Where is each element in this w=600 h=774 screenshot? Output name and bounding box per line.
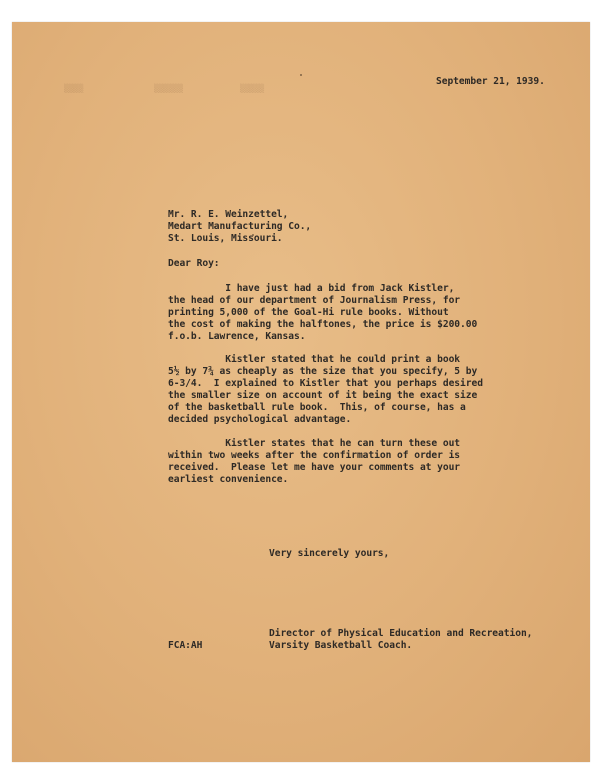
signature-title-line-2: Varsity Basketball Coach.: [269, 640, 413, 651]
paragraph-2-line-5: of the basketball rule book. This, of course, has a: [168, 402, 466, 413]
paragraph-1-line-1: I have just had a bid from Jack Kistler,: [168, 283, 455, 294]
paragraph-2-line-4: the smaller size on account of it being the exact size: [168, 390, 478, 401]
salutation: Dear Roy:: [168, 258, 220, 269]
bleed-through-mark: ▒▒▒▒▒: [240, 84, 265, 93]
paragraph-2-line-3: 6-3/4. I explained to Kistler that you perhaps desired: [168, 378, 483, 389]
paragraph-2-line-6: decided psychological advantage.: [168, 414, 352, 425]
paragraph-3-line-2: within two weeks after the confirmation of order is: [168, 450, 461, 461]
recipient-company: Medart Manufacturing Co.,: [168, 221, 312, 232]
paragraph-2-line-1: Kistler stated that he could print a book: [168, 354, 461, 365]
recipient-name: Mr. R. E. Weinzettel,: [168, 209, 289, 220]
paragraph-3-line-1: Kistler states that he can turn these out: [168, 438, 461, 449]
bleed-through-mark: ▒▒▒▒▒▒: [154, 84, 183, 93]
paragraph-3-line-3: received. Please let me have your comments at your: [168, 462, 461, 473]
signature-title-line-1: Director of Physical Education and Recreation,: [269, 628, 533, 639]
paragraph-1-line-2: the head of our department of Journalism Press, for: [168, 295, 461, 306]
paragraph-3-line-4: earliest convenience.: [168, 474, 289, 485]
bleed-through-mark: ▒▒▒▒: [64, 84, 84, 93]
typist-initials: FCA:AH: [168, 640, 203, 651]
paragraph-1-line-3: printing 5,000 of the Goal-Hi rule books. Without: [168, 307, 449, 318]
paragraph-1-line-4: the cost of making the halftones, the price is $200.00: [168, 319, 478, 330]
letter-date: September 21, 1939.: [436, 76, 545, 87]
paragraph-2-line-2: 5½ by 7¾ as cheaply as the size that you specify, 5 by: [168, 366, 478, 377]
complimentary-close: Very sincerely yours,: [269, 548, 390, 559]
paper-speck: [300, 74, 302, 76]
paragraph-1-line-5: f.o.b. Lawrence, Kansas.: [168, 331, 306, 342]
recipient-city: St. Louis, Missouri.: [168, 233, 283, 244]
